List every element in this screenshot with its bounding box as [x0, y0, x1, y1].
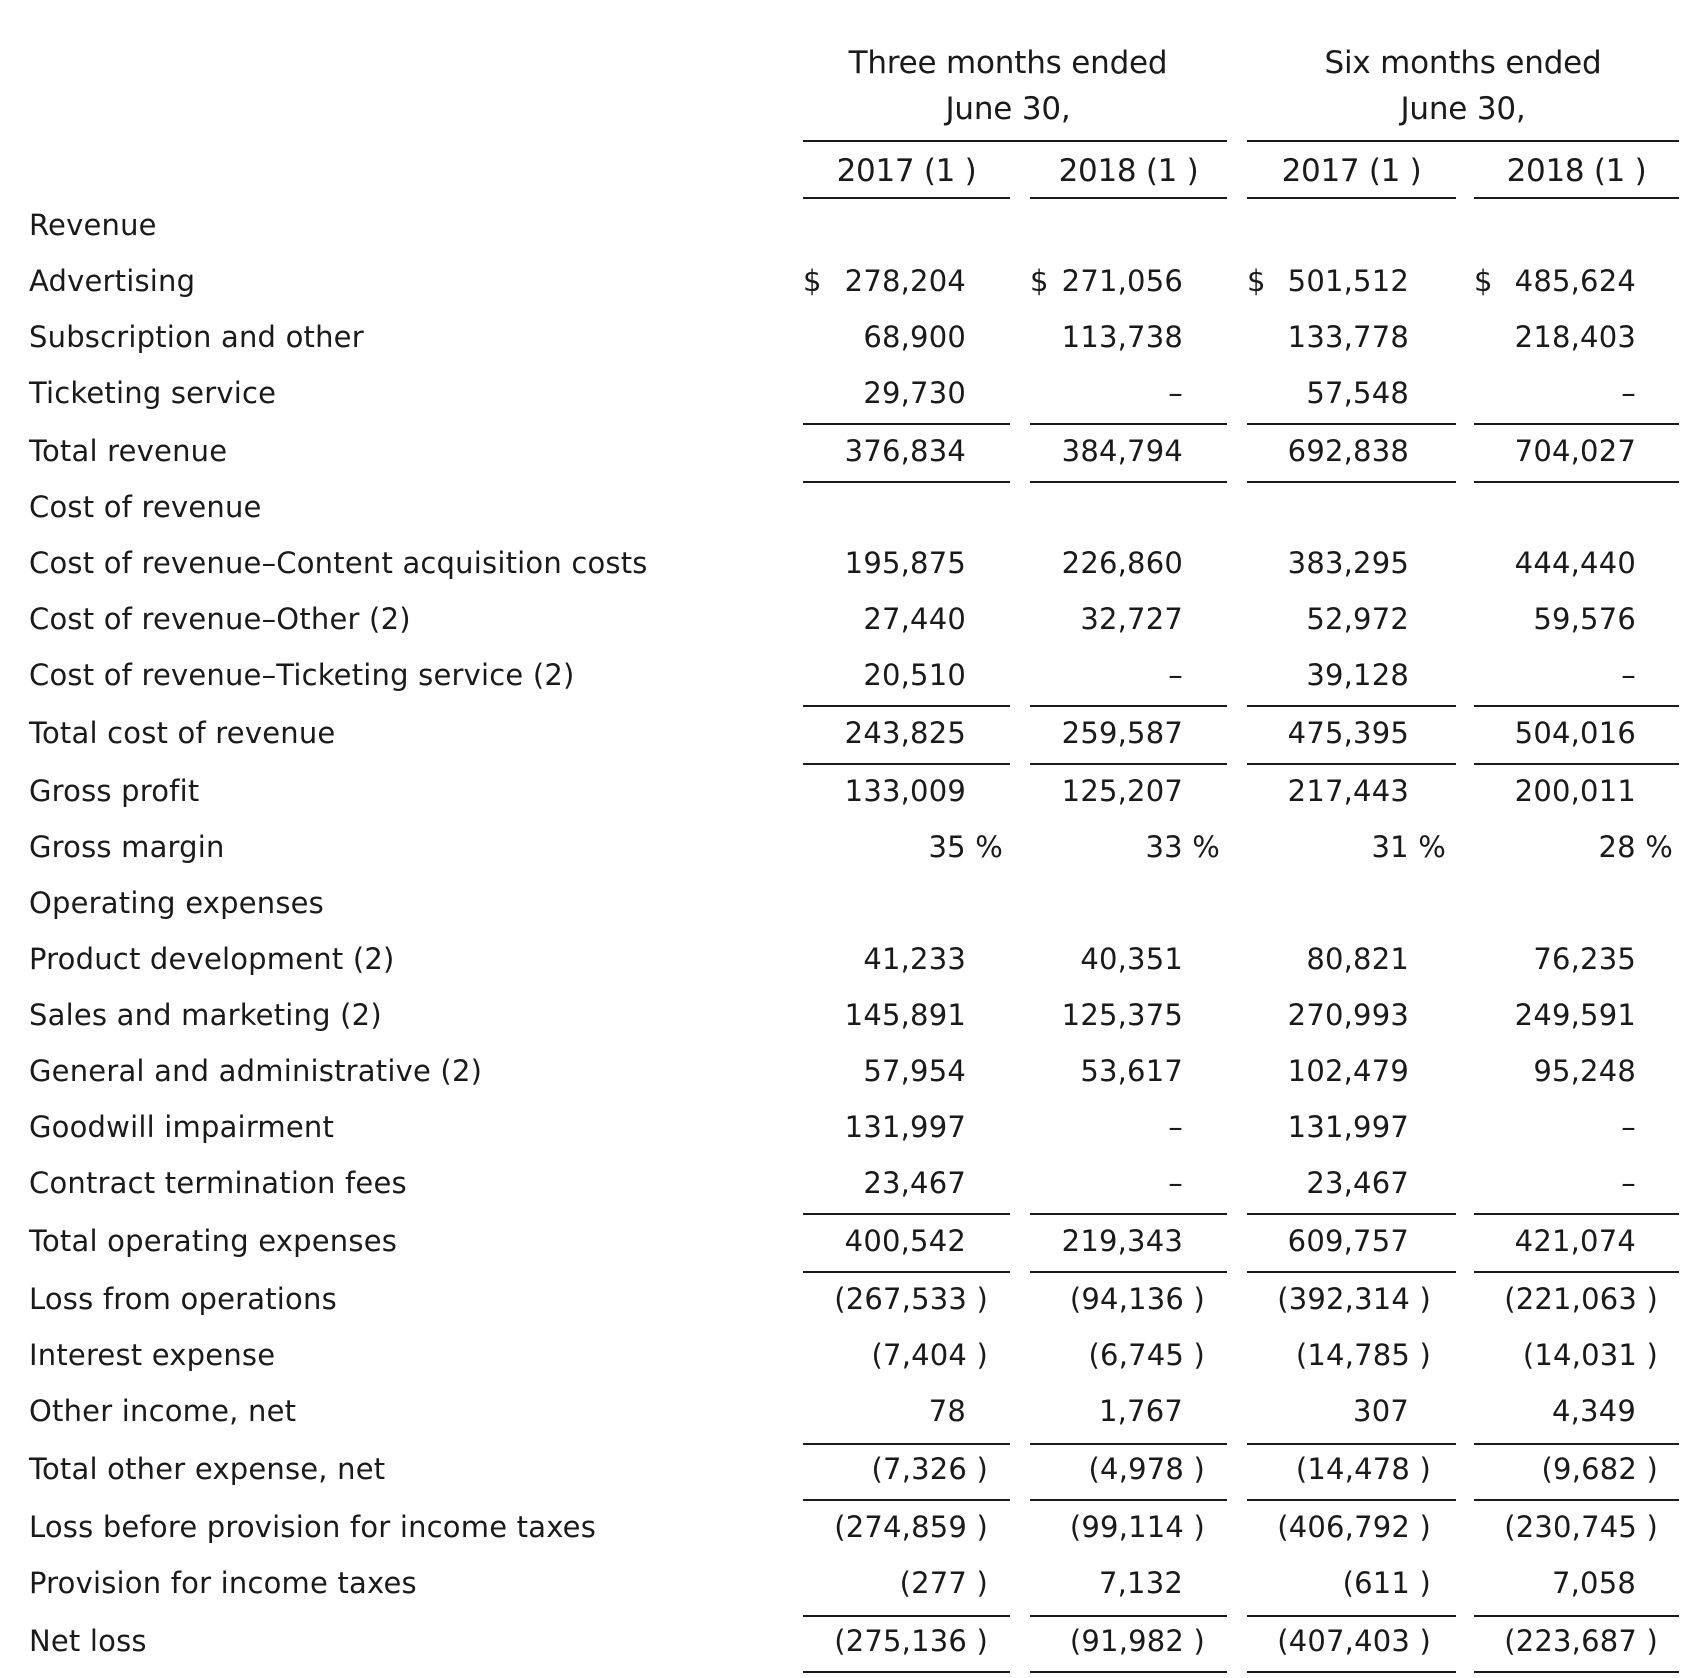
amount-value: 53,617	[1080, 1054, 1183, 1088]
amount-value: –	[1621, 658, 1636, 692]
year-header-q-2018: 2018 (1 )	[1058, 153, 1199, 189]
amount-value: 133,778	[1287, 320, 1409, 354]
amount-value: 249,591	[1514, 998, 1636, 1032]
amount-value: 113,738	[1061, 320, 1183, 354]
row-value-cell	[1030, 1446, 1267, 1492]
amount-value: 23,467	[863, 1166, 966, 1200]
header-three-months	[803, 40, 1213, 132]
row-value-cell	[1474, 1160, 1706, 1206]
row-value-cell	[1474, 428, 1706, 474]
row-value-cell	[1030, 258, 1267, 304]
row-value-cell	[1474, 1104, 1706, 1150]
amount-value: (14,785 )	[1295, 1338, 1431, 1372]
amount-value: 41,233	[863, 942, 966, 976]
table-rule-line	[1474, 197, 1679, 199]
table-rule-line	[1030, 197, 1227, 199]
row-label: General and administrative (2)	[29, 1054, 483, 1088]
amount-value: 59,576	[1533, 602, 1636, 636]
row-value-cell	[1474, 1388, 1706, 1434]
table-rule-line	[803, 1443, 1010, 1445]
dollar-sign: $	[1247, 264, 1266, 298]
row-value-cell	[1247, 768, 1496, 814]
row-value-cell	[803, 1218, 1050, 1264]
row-value-cell	[1030, 1332, 1267, 1378]
amount-value: 219,343	[1061, 1224, 1183, 1258]
row-label: Net loss	[29, 1624, 147, 1658]
table-rule-line	[1030, 1271, 1227, 1273]
amount-value: 80,821	[1306, 942, 1409, 976]
table-rule-line	[803, 1213, 1010, 1215]
row-value-cell	[803, 1388, 1050, 1434]
row-value-cell	[803, 1332, 1050, 1378]
row-value-cell	[803, 1504, 1050, 1550]
row-value-cell	[1030, 936, 1267, 982]
year-header-q-2017: 2017 (1 )	[836, 153, 977, 189]
amount-value: 259,587	[1061, 716, 1183, 750]
row-label: Product development (2)	[29, 942, 395, 976]
year-header-h-2018: 2018 (1 )	[1506, 153, 1647, 189]
amount-value: 40,351	[1080, 942, 1183, 976]
table-rule-line	[1474, 705, 1679, 707]
row-value-cell	[1030, 768, 1267, 814]
row-value-cell	[1247, 1504, 1496, 1550]
amount-value: (267,533 )	[834, 1282, 988, 1316]
table-rule-line	[1474, 423, 1679, 425]
table-rule-line	[803, 423, 1010, 425]
amount-value: 131,997	[1287, 1110, 1409, 1144]
row-value-cell	[803, 1446, 1050, 1492]
row-value-cell	[803, 1048, 1050, 1094]
amount-value: 102,479	[1287, 1054, 1409, 1088]
amount-value: –	[1168, 658, 1183, 692]
table-rule-line	[1030, 481, 1227, 483]
row-value-cell	[1030, 1104, 1267, 1150]
table-rule-line	[1474, 763, 1679, 765]
table-rule-line	[1030, 705, 1227, 707]
header-three-months-line1: Three months ended	[848, 45, 1168, 81]
amount-value: –	[1621, 1166, 1636, 1200]
row-label: Total operating expenses	[29, 1224, 398, 1258]
amount-value: 33 %	[1145, 830, 1220, 864]
row-label: Goodwill impairment	[29, 1110, 335, 1144]
row-value-cell	[1474, 824, 1706, 870]
row-value-cell	[803, 1104, 1050, 1150]
row-label: Interest expense	[29, 1338, 276, 1372]
table-rule-line	[1474, 1213, 1679, 1215]
table-rule-line	[1474, 1499, 1679, 1501]
row-value-cell	[1030, 1218, 1267, 1264]
amount-value: 1,767	[1098, 1394, 1183, 1428]
amount-value: 125,375	[1061, 998, 1183, 1032]
table-rule-line	[1247, 1615, 1456, 1617]
table-rule-line	[803, 705, 1010, 707]
amount-value: 23,467	[1306, 1166, 1409, 1200]
table-rule-line	[803, 1615, 1010, 1617]
amount-value: 218,403	[1514, 320, 1636, 354]
amount-value: 20,510	[863, 658, 966, 692]
table-rule-line	[803, 1271, 1010, 1273]
row-value-cell	[803, 768, 1050, 814]
row-label: Total cost of revenue	[29, 716, 336, 750]
amount-value: –	[1168, 376, 1183, 410]
row-value-cell	[803, 710, 1050, 756]
row-label: Gross profit	[29, 774, 200, 808]
amount-value: 421,074	[1514, 1224, 1636, 1258]
amount-value: 376,834	[844, 434, 966, 468]
row-value-cell	[1030, 1276, 1267, 1322]
row-label: Gross margin	[29, 830, 225, 864]
row-value-cell	[1247, 824, 1496, 870]
row-value-cell	[1247, 992, 1496, 1038]
dollar-sign: $	[1474, 264, 1493, 298]
amount-value: –	[1168, 1110, 1183, 1144]
amount-value: 7,058	[1551, 1566, 1636, 1600]
table-rule-line	[1247, 1443, 1456, 1445]
row-value-cell	[1030, 314, 1267, 360]
row-value-cell	[1247, 314, 1496, 360]
table-rule-line	[1247, 481, 1456, 483]
amount-value: (4,978 )	[1088, 1452, 1205, 1486]
amount-value: (223,687 )	[1504, 1624, 1658, 1658]
amount-value: 384,794	[1061, 434, 1183, 468]
amount-value: 504,016	[1514, 716, 1636, 750]
amount-value: 32,727	[1080, 602, 1183, 636]
amount-value: 29,730	[863, 376, 966, 410]
amount-value: (9,682 )	[1541, 1452, 1658, 1486]
amount-value: 278,204	[844, 264, 966, 298]
amount-value: 307	[1353, 1394, 1409, 1428]
amount-value: (91,982 )	[1069, 1624, 1205, 1658]
amount-value: 68,900	[863, 320, 966, 354]
row-value-cell	[1474, 258, 1706, 304]
header-six-months	[1247, 40, 1679, 132]
row-value-cell	[1030, 1388, 1267, 1434]
row-value-cell	[803, 1276, 1050, 1322]
amount-value: –	[1168, 1166, 1183, 1200]
row-label: Advertising	[29, 264, 196, 298]
row-value-cell	[1247, 1332, 1496, 1378]
row-value-cell	[803, 824, 1050, 870]
amount-value: 226,860	[1061, 546, 1183, 580]
row-value-cell	[803, 1618, 1050, 1664]
row-label: Cost of revenue–Other (2)	[29, 602, 411, 636]
header-six-months-line1: Six months ended	[1324, 45, 1602, 81]
year-header-h-2017: 2017 (1 )	[1281, 153, 1422, 189]
amount-value: (14,478 )	[1295, 1452, 1431, 1486]
amount-value: 57,954	[863, 1054, 966, 1088]
amount-value: (407,403 )	[1277, 1624, 1431, 1658]
amount-value: (94,136 )	[1069, 1282, 1205, 1316]
row-value-cell	[1247, 710, 1496, 756]
row-label: Loss from operations	[29, 1282, 337, 1316]
amount-value: 35 %	[928, 830, 1003, 864]
table-rule-line	[1030, 1671, 1227, 1673]
amount-value: (611 )	[1342, 1566, 1431, 1600]
amount-value: 270,993	[1287, 998, 1409, 1032]
amount-value: 125,207	[1061, 774, 1183, 808]
row-value-cell	[1474, 710, 1706, 756]
table-rule-line	[1247, 1213, 1456, 1215]
row-value-cell	[1030, 1560, 1267, 1606]
amount-value: –	[1621, 1110, 1636, 1144]
row-value-cell	[1474, 540, 1706, 586]
row-value-cell	[1247, 1104, 1496, 1150]
row-value-cell	[1474, 1618, 1706, 1664]
row-value-cell	[1247, 370, 1496, 416]
row-label: Cost of revenue	[29, 490, 262, 524]
table-rule-line	[1030, 1615, 1227, 1617]
row-value-cell	[803, 540, 1050, 586]
amount-value: 7,132	[1098, 1566, 1183, 1600]
amount-value: 444,440	[1514, 546, 1636, 580]
amount-value: 39,128	[1306, 658, 1409, 692]
row-value-cell	[1474, 596, 1706, 642]
row-value-cell	[1247, 652, 1496, 698]
row-value-cell	[1247, 1160, 1496, 1206]
amount-value: 57,548	[1306, 376, 1409, 410]
amount-value: 217,443	[1287, 774, 1409, 808]
row-value-cell	[803, 992, 1050, 1038]
row-label: Subscription and other	[29, 320, 364, 354]
amount-value: 31 %	[1371, 830, 1446, 864]
amount-value: (6,745 )	[1088, 1338, 1205, 1372]
amount-value: 485,624	[1514, 264, 1636, 298]
amount-value: 145,891	[844, 998, 966, 1032]
row-value-cell	[1474, 936, 1706, 982]
table-rule-line	[1247, 705, 1456, 707]
table-rule-line	[1247, 763, 1456, 765]
amount-value: 133,009	[844, 774, 966, 808]
row-value-cell	[1474, 370, 1706, 416]
amount-value: 501,512	[1287, 264, 1409, 298]
header-six-months-line2: June 30,	[1400, 91, 1526, 127]
amount-value: –	[1621, 376, 1636, 410]
row-value-cell	[1247, 1388, 1496, 1434]
row-value-cell	[803, 596, 1050, 642]
row-value-cell	[1474, 992, 1706, 1038]
amount-value: 195,875	[844, 546, 966, 580]
row-value-cell	[803, 314, 1050, 360]
row-value-cell	[1247, 1218, 1496, 1264]
table-rule-line	[803, 481, 1010, 483]
amount-value: 692,838	[1287, 434, 1409, 468]
table-rule-line	[803, 1671, 1010, 1673]
amount-value: 475,395	[1287, 716, 1409, 750]
row-value-cell	[1030, 540, 1267, 586]
row-value-cell	[1247, 258, 1496, 304]
row-value-cell	[1247, 1276, 1496, 1322]
row-label: Revenue	[29, 208, 157, 242]
row-label: Provision for income taxes	[29, 1566, 417, 1600]
amount-value: (392,314 )	[1277, 1282, 1431, 1316]
amount-value: 704,027	[1514, 434, 1636, 468]
amount-value: 28 %	[1598, 830, 1673, 864]
table-rule-line	[1247, 1671, 1456, 1673]
row-label: Operating expenses	[29, 886, 324, 920]
table-rule-line	[803, 1499, 1010, 1501]
row-value-cell	[1247, 596, 1496, 642]
row-label: Total other expense, net	[29, 1452, 386, 1486]
row-value-cell	[1247, 1560, 1496, 1606]
amount-value: (230,745 )	[1504, 1510, 1658, 1544]
row-label: Loss before provision for income taxes	[29, 1510, 597, 1544]
row-value-cell	[1247, 936, 1496, 982]
table-rule-line	[1247, 423, 1456, 425]
table-rule-line	[1030, 1213, 1227, 1215]
row-value-cell	[803, 1160, 1050, 1206]
amount-value: (274,859 )	[834, 1510, 988, 1544]
table-rule-line	[1474, 481, 1679, 483]
dollar-sign: $	[1030, 264, 1049, 298]
table-rule-line	[803, 763, 1010, 765]
table-rule-line	[803, 197, 1010, 199]
row-value-cell	[1247, 428, 1496, 474]
row-value-cell	[1030, 370, 1267, 416]
row-value-cell	[803, 428, 1050, 474]
amount-value: 95,248	[1533, 1054, 1636, 1088]
row-value-cell	[1474, 1218, 1706, 1264]
row-value-cell	[1030, 1504, 1267, 1550]
amount-value: 52,972	[1306, 602, 1409, 636]
row-value-cell	[1030, 1048, 1267, 1094]
row-label: Other income, net	[29, 1394, 297, 1428]
amount-value: (7,326 )	[871, 1452, 988, 1486]
amount-value: 76,235	[1533, 942, 1636, 976]
table-rule-line	[1030, 763, 1227, 765]
table-rule-line	[803, 140, 1227, 142]
amount-value: (14,031 )	[1522, 1338, 1658, 1372]
amount-value: 383,295	[1287, 546, 1409, 580]
row-label: Contract termination fees	[29, 1166, 407, 1200]
table-rule-line	[1474, 1443, 1679, 1445]
row-value-cell	[1474, 314, 1706, 360]
row-value-cell	[1247, 1618, 1496, 1664]
amount-value: 27,440	[863, 602, 966, 636]
amount-value: (221,063 )	[1504, 1282, 1658, 1316]
amount-value: 4,349	[1551, 1394, 1636, 1428]
amount-value: 400,542	[844, 1224, 966, 1258]
table-rule-line	[1247, 1499, 1456, 1501]
row-value-cell	[1247, 540, 1496, 586]
row-value-cell	[1474, 652, 1706, 698]
amount-value: (277 )	[899, 1566, 988, 1600]
table-rule-line	[1030, 1499, 1227, 1501]
table-rule-line	[1474, 1271, 1679, 1273]
row-value-cell	[1474, 1560, 1706, 1606]
row-value-cell	[803, 1560, 1050, 1606]
header-three-months-line2: June 30,	[945, 91, 1071, 127]
dollar-sign: $	[803, 264, 822, 298]
table-rule-line	[1247, 140, 1679, 142]
table-rule-line	[1030, 1443, 1227, 1445]
amount-value: 271,056	[1061, 264, 1183, 298]
row-value-cell	[1030, 428, 1267, 474]
row-label: Ticketing service	[29, 376, 277, 410]
row-label: Cost of revenue–Ticketing service (2)	[29, 658, 575, 692]
row-value-cell	[1247, 1446, 1496, 1492]
table-rule-line	[1247, 1271, 1456, 1273]
row-value-cell	[1474, 768, 1706, 814]
row-value-cell	[803, 370, 1050, 416]
row-value-cell	[1030, 824, 1267, 870]
amount-value: 200,011	[1514, 774, 1636, 808]
amount-value: (275,136 )	[834, 1624, 988, 1658]
row-label: Sales and marketing (2)	[29, 998, 382, 1032]
row-value-cell	[803, 936, 1050, 982]
table-rule-line	[1474, 1671, 1679, 1673]
row-value-cell	[1474, 1332, 1706, 1378]
row-value-cell	[1474, 1276, 1706, 1322]
row-value-cell	[1474, 1504, 1706, 1550]
row-value-cell	[1474, 1446, 1706, 1492]
row-value-cell	[1030, 710, 1267, 756]
row-value-cell	[1030, 596, 1267, 642]
row-label: Cost of revenue–Content acquisition costs	[29, 546, 648, 580]
row-value-cell	[803, 652, 1050, 698]
row-label: Total revenue	[29, 434, 228, 468]
row-value-cell	[1030, 1160, 1267, 1206]
row-value-cell	[1030, 652, 1267, 698]
amount-value: 609,757	[1287, 1224, 1409, 1258]
amount-value: 243,825	[844, 716, 966, 750]
amount-value: (7,404 )	[871, 1338, 988, 1372]
amount-value: 131,997	[844, 1110, 966, 1144]
table-rule-line	[1474, 1615, 1679, 1617]
table-rule-line	[1247, 197, 1456, 199]
table-rule-line	[1030, 423, 1227, 425]
row-value-cell	[1030, 1618, 1267, 1664]
row-value-cell	[803, 258, 1050, 304]
amount-value: (406,792 )	[1277, 1510, 1431, 1544]
row-value-cell	[1030, 992, 1267, 1038]
row-value-cell	[1474, 1048, 1706, 1094]
row-value-cell	[1247, 1048, 1496, 1094]
amount-value: (99,114 )	[1069, 1510, 1205, 1544]
amount-value: 78	[928, 1394, 966, 1428]
